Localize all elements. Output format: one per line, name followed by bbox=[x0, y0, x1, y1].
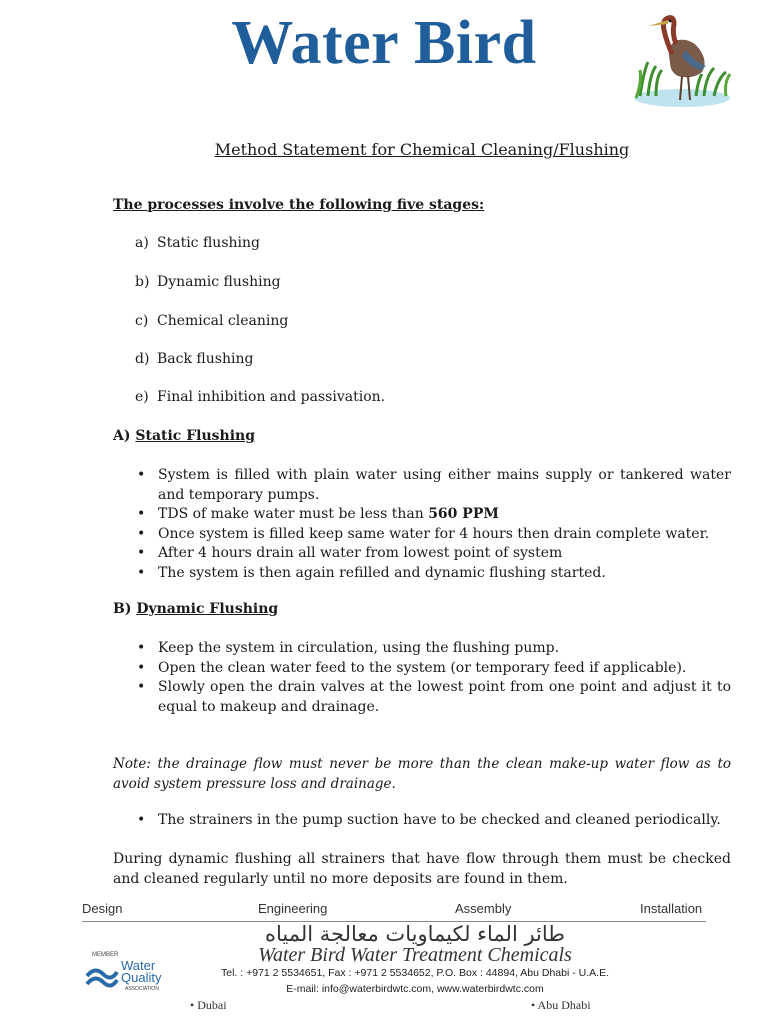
wave-icon bbox=[85, 962, 119, 992]
footer-company-name: Water Bird Water Treatment Chemicals bbox=[258, 944, 572, 966]
footer-city-abu-dhabi: • Abu Dhabi bbox=[531, 998, 591, 1012]
section-b-bullet-list bbox=[135, 639, 731, 717]
strainer-paragraph: During dynamic flushing all strainers that have flow through them must be checked and cleaned regularly until no more deposits are found in them. bbox=[113, 851, 731, 887]
footer-service-assembly: Assembly bbox=[455, 901, 512, 916]
drainage-note: Note: the drainage flow must never be more than the clean make-up water flow as to avoid system pressure loss and drainage. bbox=[113, 756, 731, 792]
stage-text: Back flushing bbox=[157, 351, 254, 367]
stage-item bbox=[135, 313, 288, 329]
brand-title: Water Bird bbox=[231, 9, 537, 77]
list-item: • After 4 hours drain all water from lowest point of system bbox=[135, 544, 731, 564]
list-item: • Keep the system in circulation, using the flushing pump. bbox=[135, 639, 731, 659]
list-item: • Slowly open the drain valves at the lowest point from one point and adjust it to equal to makeup and drainage. bbox=[135, 678, 731, 717]
footer-arabic-name: طائر الماء لكيماويات معالجة المياه bbox=[264, 922, 566, 946]
footer-service-installation: Installation bbox=[640, 901, 703, 916]
section-b-heading bbox=[113, 601, 278, 617]
footer-contact-phone: Tel. : +971 2 5534651, Fax : +971 2 5534652, P.O. Box : 44894, Abu Dhabi - U.A.E. bbox=[221, 967, 609, 979]
section-b-title: Dynamic Flushing bbox=[136, 601, 279, 617]
section-b-prefix: B) bbox=[113, 601, 132, 617]
stage-text: Dynamic flushing bbox=[157, 274, 281, 290]
document-title: Method Statement for Chemical Cleaning/Flushing bbox=[214, 140, 630, 159]
footer-service-engineering: Engineering bbox=[258, 901, 328, 916]
heron-logo-icon bbox=[626, 10, 734, 110]
footer-contact-email: E-mail: info@waterbirdwtc.com, www.waterbirdwtc.com bbox=[286, 983, 544, 995]
list-item: • Open the clean water feed to the system (or temporary feed if applicable). bbox=[135, 659, 731, 679]
tds-text: TDS of make water must be less than bbox=[158, 506, 424, 522]
list-item: • The strainers in the pump suction have to be checked and cleaned periodically. bbox=[135, 811, 731, 831]
stage-label: c) bbox=[135, 313, 149, 329]
stage-text: Static flushing bbox=[157, 235, 260, 251]
stage-label: d) bbox=[135, 351, 150, 367]
member-label: MEMBER bbox=[92, 952, 119, 958]
stage-item bbox=[135, 351, 253, 367]
stage-item bbox=[135, 235, 260, 251]
list-item bbox=[135, 505, 731, 525]
list-item: • Once system is filled keep same water for 4 hours then drain complete water. bbox=[135, 525, 731, 545]
wq-word-water: Water bbox=[121, 958, 156, 973]
stage-text: Chemical cleaning bbox=[157, 313, 289, 329]
section-a-prefix: A) bbox=[113, 428, 131, 444]
stage-item bbox=[135, 274, 281, 290]
footer-city-dubai: • Dubai bbox=[190, 998, 227, 1012]
stage-label: e) bbox=[135, 389, 149, 405]
wq-word-quality: Quality bbox=[121, 970, 162, 985]
stage-item bbox=[135, 389, 385, 405]
stages-intro-heading: The processes involve the following five stages: bbox=[113, 197, 485, 213]
stage-label: a) bbox=[135, 235, 149, 251]
strainer-bullet-list bbox=[135, 811, 731, 831]
stage-text: Final inhibition and passivation. bbox=[157, 389, 386, 405]
footer-service-design: Design bbox=[82, 901, 123, 916]
wq-word-association: ASSOCIATION bbox=[125, 986, 159, 992]
list-item: • The system is then again refilled and dynamic flushing started. bbox=[135, 564, 731, 584]
tds-value: 560 PPM bbox=[428, 506, 499, 522]
section-a-bullet-list bbox=[135, 466, 731, 583]
water-quality-association-logo bbox=[85, 956, 180, 1001]
list-item: • System is filled with plain water using either mains supply or tankered water and temporary pumps. bbox=[135, 466, 731, 505]
stage-label: b) bbox=[135, 274, 150, 290]
section-a-heading bbox=[113, 428, 255, 444]
section-a-title: Static Flushing bbox=[135, 428, 255, 444]
